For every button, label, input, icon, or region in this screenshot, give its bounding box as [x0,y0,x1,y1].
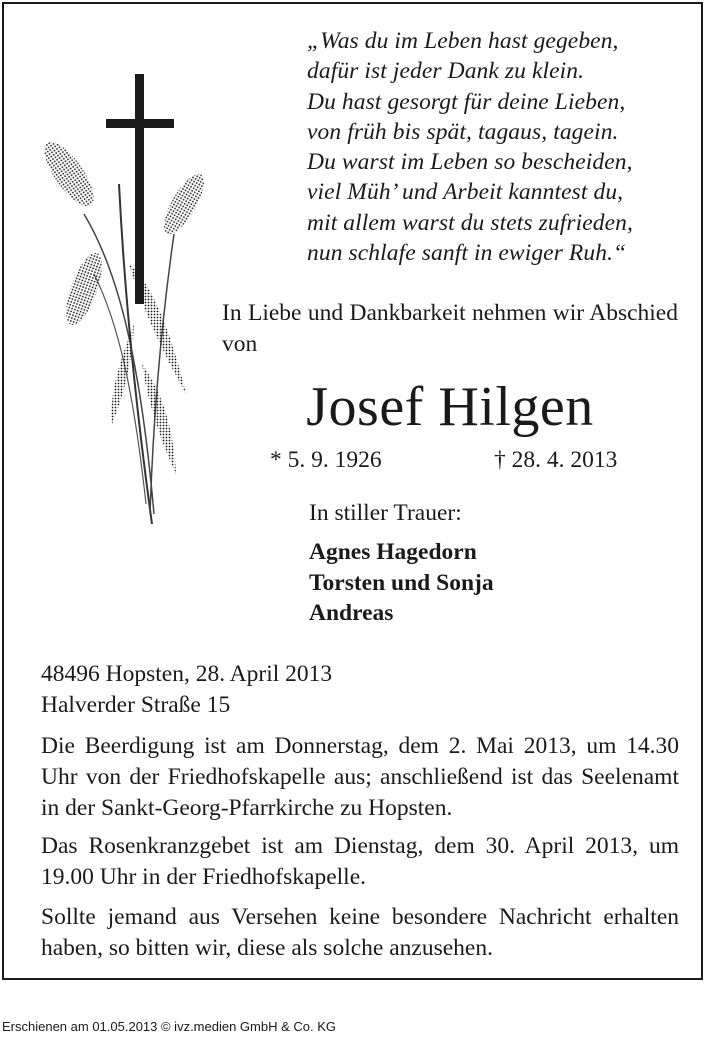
poem-line: dafür ist jeder Dank zu klein. [307,58,585,85]
birth-date: * 5. 9. 1926 [270,447,382,473]
deceased-name: Josef Hilgen [306,376,594,438]
poem-line: viel Müh’ und Arbeit kanntest du, [307,179,624,206]
poem-line: Du warst im Leben so bescheiden, [307,149,633,176]
poem-line: nun schlafe sanft in ewiger Ruh.“ [307,240,627,267]
mourners-list [309,537,494,629]
address-line: Halverder Straße 15 [41,692,231,718]
funeral-info-paragraph: Die Beerdigung ist am Donnerstag, dem 2. Mai 2013, um 14.30 Uhr von der Friedhofskapelle aus; anschließend ist das Seelenamt in der Sankt-Georg-Pfarrkirche zu Hopsten. [41,733,679,821]
mourner-name: Andreas [309,600,394,626]
rosary-info-paragraph: Das Rosenkranzgebet ist am Dienstag, dem 30. April 2013, um 19.00 Uhr in der Friedhofskapelle. [41,833,679,890]
cross-with-wheat-icon [24,64,214,534]
poem-line: mit allem warst du stets zufrieden, [307,209,633,236]
poem-line: Du hast gesorgt für deine Lieben, [307,88,626,115]
poem-line: von früh bis spät, tagaus, tagein. [307,118,619,145]
address [41,659,332,721]
death-date: † 28. 4. 2013 [494,447,618,473]
mourner-name: Agnes Hagedorn [309,539,477,565]
publication-footer: Erschienen am 01.05.2013 © ivz.medien GmbH & Co. KG [2,1019,337,1034]
address-line: 48496 Hopsten, 28. April 2013 [41,661,333,687]
obituary-frame [2,2,703,980]
notice-paragraph: Sollte jemand aus Versehen keine besondere Nachricht erhalten haben, so bitten wir, diese als solche anzusehen. [41,904,679,961]
mourning-lead: In stiller Trauer: [309,500,462,526]
poem [307,26,707,268]
mourner-name: Torsten und Sonja [309,569,494,596]
intro-text: In Liebe und Dankbarkeit nehmen wir Abschied von [222,300,678,357]
poem-line: „Was du im Leben hast gegeben, [307,28,619,54]
